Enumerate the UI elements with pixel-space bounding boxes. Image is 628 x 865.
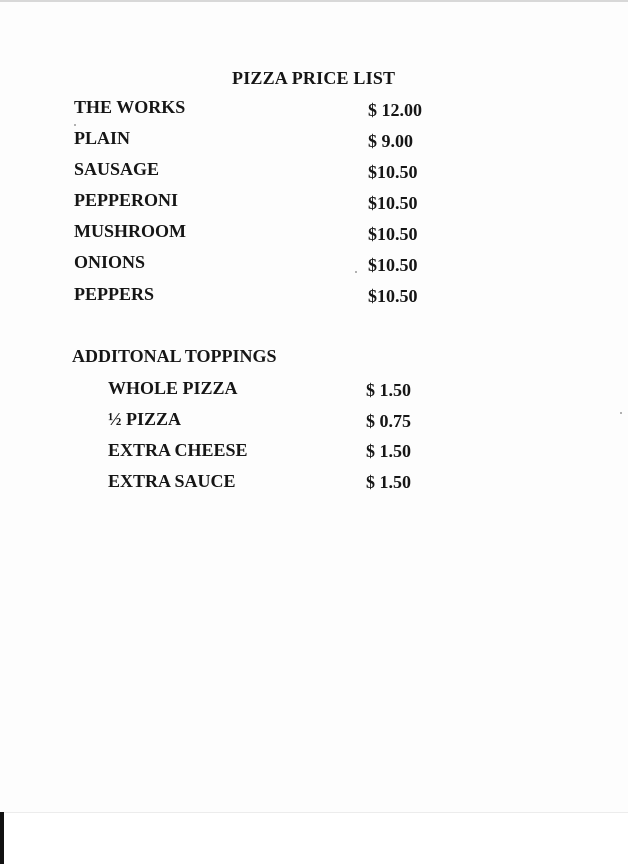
pizza-name-onions: ONIONS [74, 252, 146, 272]
topping-name-extra-sauce: EXTRA SAUCE [108, 471, 236, 491]
scan-edge-mark [0, 812, 4, 864]
pizza-name-peppers: PEPPERS [74, 284, 155, 304]
pizza-price-plain: $ 9.00 [368, 131, 413, 151]
pizza-price-pepperoni: $10.50 [368, 193, 418, 213]
toppings-heading: ADDITONAL TOPPINGS [72, 346, 277, 366]
pizza-name-sausage: SAUSAGE [74, 159, 160, 179]
topping-price-extra-cheese: $ 1.50 [366, 441, 411, 461]
pizza-price-onions: $10.50 [368, 255, 418, 275]
pizza-name-the-works: THE WORKS [74, 97, 186, 117]
scan-bottom-band [0, 812, 628, 865]
topping-name-whole-pizza: WHOLE PIZZA [108, 378, 238, 398]
topping-name-extra-cheese: EXTRA CHEESE [108, 440, 248, 460]
pizza-name-mushroom: MUSHROOM [74, 221, 186, 241]
topping-name-half-pizza: ½ PIZZA [108, 409, 182, 429]
pizza-name-pepperoni: PEPPERONI [74, 190, 179, 210]
pizza-price-the-works: $ 12.00 [368, 100, 422, 120]
scan-speck [74, 124, 76, 126]
page-top-edge [0, 0, 628, 2]
scan-speck [355, 271, 357, 273]
topping-price-half-pizza: $ 0.75 [366, 411, 411, 431]
pizza-price-mushroom: $10.50 [368, 224, 418, 244]
pizza-name-plain: PLAIN [74, 128, 131, 148]
scan-speck [620, 412, 622, 414]
pizza-price-peppers: $10.50 [368, 286, 418, 306]
page-title: PIZZA PRICE LIST [232, 68, 396, 88]
topping-price-whole-pizza: $ 1.50 [366, 380, 411, 400]
pizza-price-sausage: $10.50 [368, 162, 418, 182]
topping-price-extra-sauce: $ 1.50 [366, 472, 411, 492]
